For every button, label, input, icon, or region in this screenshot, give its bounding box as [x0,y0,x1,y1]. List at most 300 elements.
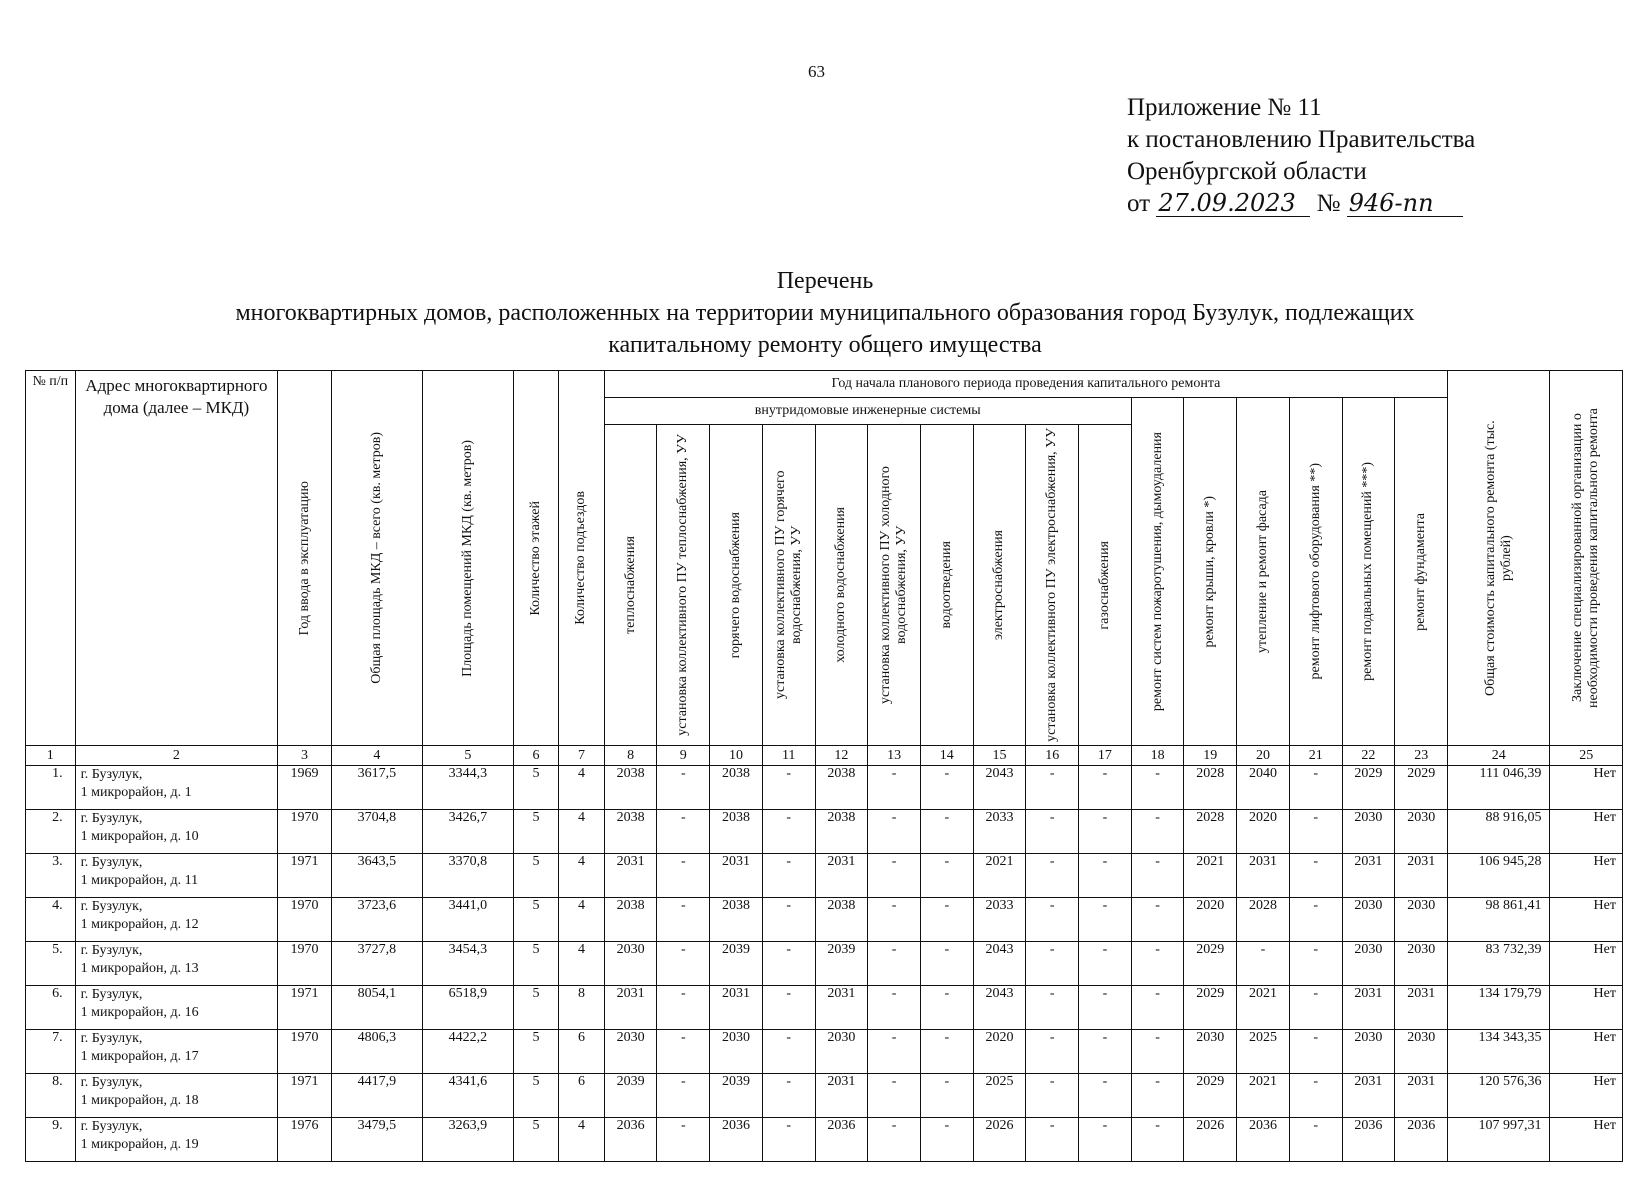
cell-c8: 2036 [604,1118,657,1162]
cell-c24: 88 916,05 [1448,810,1550,854]
column-number: 21 [1289,746,1342,766]
header-floors: Количество этажей [513,371,558,746]
header-hot-water: горячего водоснабжения [710,425,763,746]
cell-c15: 2021 [973,854,1026,898]
cell-c4: 3617,5 [331,766,422,810]
cell-c10: 2036 [710,1118,763,1162]
cell-c23: 2029 [1395,766,1448,810]
cell-c6: 5 [513,854,558,898]
cell-c3: 1970 [278,898,332,942]
cell-c17: - [1079,854,1132,898]
cell-c8: 2038 [604,766,657,810]
table-row [26,1074,1623,1118]
decree-number: 946-пп [1347,190,1463,217]
address-house: 1 микрорайон, д. 19 [80,1137,199,1152]
cell-c4: 3643,5 [331,854,422,898]
cell-c11: - [762,854,815,898]
cell-c9: - [657,1118,710,1162]
address-city: г. Бузулук, [80,855,143,870]
header-total-area: Общая площадь МКД – всего (кв. метров) [331,371,422,746]
column-number: 15 [973,746,1026,766]
cell-c3: 1971 [278,986,332,1030]
cell-c16: - [1026,898,1079,942]
address-house: 1 микрорайон, д. 13 [80,961,199,976]
address-house: 1 микрорайон, д. 1 [80,785,192,800]
cell-c21: - [1289,942,1342,986]
column-number: 1 [26,746,76,766]
column-number: 9 [657,746,710,766]
cell-c3: 1971 [278,1074,332,1118]
cell-c23: 2036 [1395,1118,1448,1162]
column-number: 20 [1237,746,1290,766]
cell-c10: 2038 [710,766,763,810]
cell-c18: - [1131,942,1184,986]
cell-c17: - [1079,1118,1132,1162]
cell-c24: 134 179,79 [1448,986,1550,1030]
cell-c22: 2029 [1342,766,1395,810]
cell-c9: - [657,898,710,942]
cell-c7: 8 [559,986,604,1030]
cell-c5: 4422,2 [422,1030,513,1074]
cell-c25: Нет [1550,766,1623,810]
address-city: г. Бузулук, [80,767,143,782]
column-number: 5 [422,746,513,766]
header-fire-systems: ремонт систем пожаротушения, дымоудаления [1131,398,1184,746]
cell-c5: 3370,8 [422,854,513,898]
column-number-row [26,746,1623,766]
cell-c20: 2040 [1237,766,1290,810]
cell-c17: - [1079,942,1132,986]
cell-c4: 3479,5 [331,1118,422,1162]
cell-c8: 2038 [604,810,657,854]
cell-c12: 2039 [815,942,868,986]
cell-c24: 98 861,41 [1448,898,1550,942]
header-facade: утепление и ремонт фасада [1237,398,1290,746]
cell-c23: 2030 [1395,942,1448,986]
document-subtitle-line: многоквартирных домов, расположенных на территории муниципального образования город Бузулук, подлежащих [235,300,1415,326]
cell-c12: 2030 [815,1030,868,1074]
cell-c25: Нет [1550,1030,1623,1074]
cell-c18: - [1131,986,1184,1030]
cell-c11: - [762,986,815,1030]
cell-c20: 2028 [1237,898,1290,942]
cell-c13: - [868,986,921,1030]
column-number: 12 [815,746,868,766]
cell-c14: - [920,854,973,898]
cell-c19: 2026 [1184,1118,1237,1162]
cell-c21: - [1289,766,1342,810]
cell-c5: 4341,6 [422,1074,513,1118]
cell-c7: 4 [559,898,604,942]
address-house: 1 микрорайон, д. 11 [80,873,199,888]
address-cell [75,766,278,810]
cell-c5: 3263,9 [422,1118,513,1162]
address-cell [75,942,278,986]
cell-c25: Нет [1550,898,1623,942]
cell-c22: 2030 [1342,942,1395,986]
cell-c12: 2036 [815,1118,868,1162]
cell-c7: 4 [559,942,604,986]
cell-c3: 1971 [278,854,332,898]
cell-c16: - [1026,986,1079,1030]
column-number: 8 [604,746,657,766]
column-number: 24 [1448,746,1550,766]
address-cell [75,986,278,1030]
address-house: 1 микрорайон, д. 16 [80,1005,199,1020]
column-number: 3 [278,746,332,766]
cell-c19: 2028 [1184,766,1237,810]
cell-c11: - [762,810,815,854]
cell-c6: 5 [513,810,558,854]
cell-c1: 9. [26,1118,76,1162]
cell-c22: 2031 [1342,1074,1395,1118]
cell-c9: - [657,986,710,1030]
address-cell [75,1118,278,1162]
cell-c8: 2031 [604,986,657,1030]
cell-c10: 2031 [710,986,763,1030]
header-total-cost: Общая стоимость капитального ремонта (тыс. рублей) [1448,371,1550,746]
cell-c18: - [1131,1074,1184,1118]
cell-c16: - [1026,854,1079,898]
cell-c15: 2043 [973,766,1026,810]
cell-c8: 2039 [604,1074,657,1118]
cell-c13: - [868,1074,921,1118]
address-house: 1 микрорайон, д. 10 [80,829,199,844]
cell-c12: 2031 [815,1074,868,1118]
cell-c5: 3426,7 [422,810,513,854]
cell-c3: 1970 [278,942,332,986]
cell-c13: - [868,1118,921,1162]
header-sewerage: водоотведения [920,425,973,746]
cell-c15: 2020 [973,1030,1026,1074]
document-title: Перечень [776,268,874,294]
cell-c7: 4 [559,766,604,810]
cell-c7: 4 [559,810,604,854]
cell-c4: 3704,8 [331,810,422,854]
column-number: 13 [868,746,921,766]
cell-c4: 3727,8 [331,942,422,986]
column-number: 22 [1342,746,1395,766]
cell-c23: 2030 [1395,898,1448,942]
from-label: от [1127,190,1151,217]
table-row [26,1030,1623,1074]
address-city: г. Бузулук, [80,1075,143,1090]
cell-c20: 2031 [1237,854,1290,898]
appendix-title: Приложение № 11 [1127,94,1322,121]
cell-c14: - [920,1030,973,1074]
cell-c10: 2030 [710,1030,763,1074]
cell-c25: Нет [1550,986,1623,1030]
cell-c16: - [1026,1030,1079,1074]
cell-c25: Нет [1550,1118,1623,1162]
header-heating-meter: установка коллективного ПУ теплоснабжения, УУ [657,425,710,746]
address-city: г. Бузулук, [80,1031,143,1046]
cell-c14: - [920,766,973,810]
cell-c13: - [868,942,921,986]
address-city: г. Бузулук, [80,899,143,914]
cell-c6: 5 [513,766,558,810]
cell-c1: 1. [26,766,76,810]
cell-c13: - [868,766,921,810]
cell-c24: 120 576,36 [1448,1074,1550,1118]
cell-c11: - [762,1074,815,1118]
cell-c1: 2. [26,810,76,854]
cell-c19: 2029 [1184,1074,1237,1118]
appendix-line: к постановлению Правительства [1127,126,1476,153]
header-gas: газоснабжения [1079,425,1132,746]
cell-c1: 4. [26,898,76,942]
column-number: 2 [75,746,278,766]
cell-c1: 5. [26,942,76,986]
cell-c4: 4417,9 [331,1074,422,1118]
cell-c17: - [1079,766,1132,810]
address-house: 1 микрорайон, д. 17 [80,1049,199,1064]
cell-c12: 2038 [815,766,868,810]
cell-c15: 2033 [973,810,1026,854]
cell-c17: - [1079,1030,1132,1074]
cell-c20: 2025 [1237,1030,1290,1074]
column-number: 18 [1131,746,1184,766]
cell-c18: - [1131,1030,1184,1074]
header-period: Год начала планового периода проведения капитального ремонта [604,371,1447,398]
cell-c3: 1976 [278,1118,332,1162]
header-hot-water-meter: установка коллективного ПУ горячего водоснабжения, УУ [762,425,815,746]
column-number: 7 [559,746,604,766]
cell-c11: - [762,1030,815,1074]
cell-c11: - [762,898,815,942]
cell-c25: Нет [1550,810,1623,854]
table-row [26,1118,1623,1162]
header-foundation: ремонт фундамента [1395,398,1448,746]
column-number: 4 [331,746,422,766]
cell-c21: - [1289,898,1342,942]
column-number: 14 [920,746,973,766]
cell-c20: 2021 [1237,1074,1290,1118]
cell-c18: - [1131,898,1184,942]
cell-c6: 5 [513,1118,558,1162]
header-engineering-systems: внутридомовые инженерные системы [604,398,1131,425]
cell-c3: 1970 [278,810,332,854]
table-row [26,854,1623,898]
cell-c17: - [1079,898,1132,942]
cell-c15: 2043 [973,986,1026,1030]
cell-c15: 2025 [973,1074,1026,1118]
header-roof: ремонт крыши, кровли *) [1184,398,1237,746]
cell-c8: 2030 [604,942,657,986]
cell-c18: - [1131,854,1184,898]
header-cold-water-meter: установка коллективного ПУ холодного водоснабжения, УУ [868,425,921,746]
header-basement: ремонт подвальных помещений ***) [1342,398,1395,746]
header-heating: теплоснабжения [604,425,657,746]
cell-c6: 5 [513,986,558,1030]
column-number: 6 [513,746,558,766]
cell-c16: - [1026,942,1079,986]
appendix-line: Оренбургской области [1127,158,1367,185]
cell-c5: 3454,3 [422,942,513,986]
address-cell [75,810,278,854]
address-house: 1 микрорайон, д. 18 [80,1093,199,1108]
cell-c14: - [920,1074,973,1118]
cell-c25: Нет [1550,854,1623,898]
cell-c23: 2031 [1395,986,1448,1030]
cell-c19: 2028 [1184,810,1237,854]
header-year: Год ввода в эксплуатацию [278,371,332,746]
cell-c21: - [1289,810,1342,854]
cell-c18: - [1131,766,1184,810]
cell-c9: - [657,854,710,898]
cell-c11: - [762,1118,815,1162]
cell-c13: - [868,854,921,898]
decree-date: 27.09.2023 [1156,190,1310,217]
header-conclusion: Заключение специализированной организации о необходимости проведения капитального ремонта [1550,371,1623,746]
cell-c8: 2030 [604,1030,657,1074]
cell-c10: 2039 [710,942,763,986]
cell-c4: 3723,6 [331,898,422,942]
cell-c1: 7. [26,1030,76,1074]
cell-c11: - [762,766,815,810]
cell-c23: 2031 [1395,854,1448,898]
cell-c21: - [1289,1118,1342,1162]
cell-c8: 2031 [604,854,657,898]
address-city: г. Бузулук, [80,943,143,958]
cell-c16: - [1026,810,1079,854]
cell-c19: 2029 [1184,942,1237,986]
cell-c5: 3441,0 [422,898,513,942]
cell-c23: 2031 [1395,1074,1448,1118]
cell-c17: - [1079,1074,1132,1118]
cell-c9: - [657,810,710,854]
cell-c19: 2020 [1184,898,1237,942]
cell-c22: 2030 [1342,1030,1395,1074]
cell-c11: - [762,942,815,986]
table-row [26,986,1623,1030]
cell-c22: 2030 [1342,898,1395,942]
appendix-date-line [1127,188,1475,220]
appendix-block [1127,92,1475,220]
cell-c1: 3. [26,854,76,898]
cell-c4: 8054,1 [331,986,422,1030]
cell-c12: 2038 [815,898,868,942]
address-city: г. Бузулук, [80,811,143,826]
header-entrances: Количество подъездов [559,371,604,746]
cell-c10: 2039 [710,1074,763,1118]
address-city: г. Бузулук, [80,1119,143,1134]
header-electricity: электроснабжения [973,425,1026,746]
cell-c19: 2021 [1184,854,1237,898]
column-number: 16 [1026,746,1079,766]
cell-c12: 2031 [815,986,868,1030]
cell-c22: 2036 [1342,1118,1395,1162]
cell-c13: - [868,898,921,942]
cell-c9: - [657,942,710,986]
page-number: 63 [808,62,825,81]
cell-c14: - [920,810,973,854]
cell-c15: 2043 [973,942,1026,986]
header-cold-water: холодного водоснабжения [815,425,868,746]
document-subtitle-line: капитальному ремонту общего имущества [608,332,1042,358]
address-cell [75,1074,278,1118]
cell-c23: 2030 [1395,1030,1448,1074]
cell-c21: - [1289,1030,1342,1074]
address-cell [75,1030,278,1074]
cell-c16: - [1026,1074,1079,1118]
cell-c20: 2020 [1237,810,1290,854]
header-premises-area: Площадь помещений МКД (кв. метров) [422,371,513,746]
cell-c14: - [920,986,973,1030]
cell-c17: - [1079,986,1132,1030]
cell-c7: 4 [559,854,604,898]
cell-c21: - [1289,854,1342,898]
cell-c14: - [920,1118,973,1162]
cell-c6: 5 [513,898,558,942]
cell-c5: 3344,3 [422,766,513,810]
cell-c20: - [1237,942,1290,986]
number-label: № [1316,190,1341,217]
address-house: 1 микрорайон, д. 12 [80,917,199,932]
cell-c1: 8. [26,1074,76,1118]
cell-c10: 2038 [710,810,763,854]
cell-c4: 4806,3 [331,1030,422,1074]
cell-c10: 2038 [710,898,763,942]
column-number: 23 [1395,746,1448,766]
cell-c18: - [1131,1118,1184,1162]
column-number: 17 [1079,746,1132,766]
address-cell [75,898,278,942]
cell-c6: 5 [513,1030,558,1074]
cell-c5: 6518,9 [422,986,513,1030]
table-row [26,766,1623,810]
address-cell [75,854,278,898]
table-row [26,810,1623,854]
houses-table [25,370,1623,1162]
address-city: г. Бузулук, [80,987,143,1002]
cell-c7: 4 [559,1118,604,1162]
table-row [26,942,1623,986]
column-number: 19 [1184,746,1237,766]
cell-c24: 106 945,28 [1448,854,1550,898]
column-number: 25 [1550,746,1623,766]
cell-c19: 2030 [1184,1030,1237,1074]
cell-c16: - [1026,1118,1079,1162]
cell-c25: Нет [1550,1074,1623,1118]
column-number: 11 [762,746,815,766]
cell-c25: Нет [1550,942,1623,986]
cell-c20: 2021 [1237,986,1290,1030]
cell-c10: 2031 [710,854,763,898]
header-address: Адрес многоквартирного дома (далее – МКД) [75,371,278,746]
cell-c15: 2026 [973,1118,1026,1162]
cell-c14: - [920,942,973,986]
cell-c3: 1970 [278,1030,332,1074]
cell-c17: - [1079,810,1132,854]
cell-c24: 107 997,31 [1448,1118,1550,1162]
cell-c21: - [1289,1074,1342,1118]
cell-c16: - [1026,766,1079,810]
cell-c13: - [868,1030,921,1074]
header-num: № п/п [26,371,76,746]
cell-c24: 83 732,39 [1448,942,1550,986]
cell-c22: 2031 [1342,986,1395,1030]
header-elevator: ремонт лифтового оборудования **) [1289,398,1342,746]
cell-c21: - [1289,986,1342,1030]
cell-c9: - [657,1074,710,1118]
cell-c19: 2029 [1184,986,1237,1030]
cell-c9: - [657,1030,710,1074]
cell-c1: 6. [26,986,76,1030]
header-electricity-meter: установка коллективного ПУ электроснабжения, УУ [1026,425,1079,746]
table-row [26,898,1623,942]
cell-c24: 111 046,39 [1448,766,1550,810]
